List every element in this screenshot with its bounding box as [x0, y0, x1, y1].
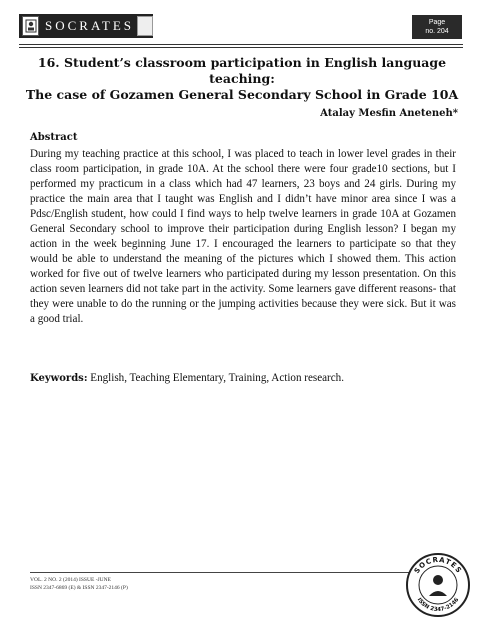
footer-volume-line: VOL. 2 NO. 2 (2014) ISSUE -JUNE	[30, 577, 111, 583]
seal-bottom-text: ISSN 2347-2146	[415, 597, 461, 614]
footer-rule	[30, 572, 425, 573]
page-number: no. 204	[425, 28, 449, 35]
keywords-line	[30, 372, 456, 384]
article-title-line2: The case of Gozamen General Secondary School in Grade 10A	[25, 87, 459, 102]
page-number-badge	[412, 15, 462, 39]
footer-issn-line: ISSN 2347-6869 (E) & ISSN 2347-2146 (P)	[30, 585, 128, 591]
journal-emblem-icon	[22, 16, 39, 36]
abstract-heading: Abstract	[30, 132, 78, 143]
footer-publication-info	[30, 576, 128, 592]
journal-logo-band	[19, 14, 153, 38]
article-author: Atalay Mesfin Aneteneh*	[320, 108, 458, 119]
journal-seal-icon	[405, 552, 471, 618]
journal-stamp-icon	[137, 16, 153, 36]
keywords-label: Keywords:	[30, 373, 88, 384]
journal-brand-name: SOCRATES	[45, 18, 135, 33]
article-title	[22, 55, 462, 103]
header-rule-top	[19, 44, 463, 45]
keywords-text: English, Teaching Elementary, Training, Action research.	[90, 372, 344, 384]
header-rule-bottom	[19, 47, 463, 48]
page-label: Page	[428, 19, 446, 26]
abstract-text: During my teaching practice at this school, I was placed to teach in lower level grades in their class room participation, in grade 10A. At the school there were four grade10 sections, but I performed my practicum in a class which had 47 learners, 23 boys and 24 girls. During my practice the main area that I taught was English and I didn’t have minor area since I was a Pdsc/English student, how could I find ways to help twelve learners in grade 10A at Gozamen General Secondary school to improve their participation during English lesson? I began my action in the week beginning June 17. I encouraged the learners to participate so that they would be able to understand the meaning of the pictures which I showed them. This action worked for five out of twelve learners who participated during my lesson presentation. On this action seven learners did not take part in the activity. Some learners gave different reasons- that they were unable to do the running or the jumping activities because they were sick. But it was a good trial.	[30, 148, 456, 325]
seal-top-text: SOCRATES	[412, 555, 464, 576]
article-title-line1: 16. Student’s classroom participation in English language teaching:	[37, 55, 447, 86]
